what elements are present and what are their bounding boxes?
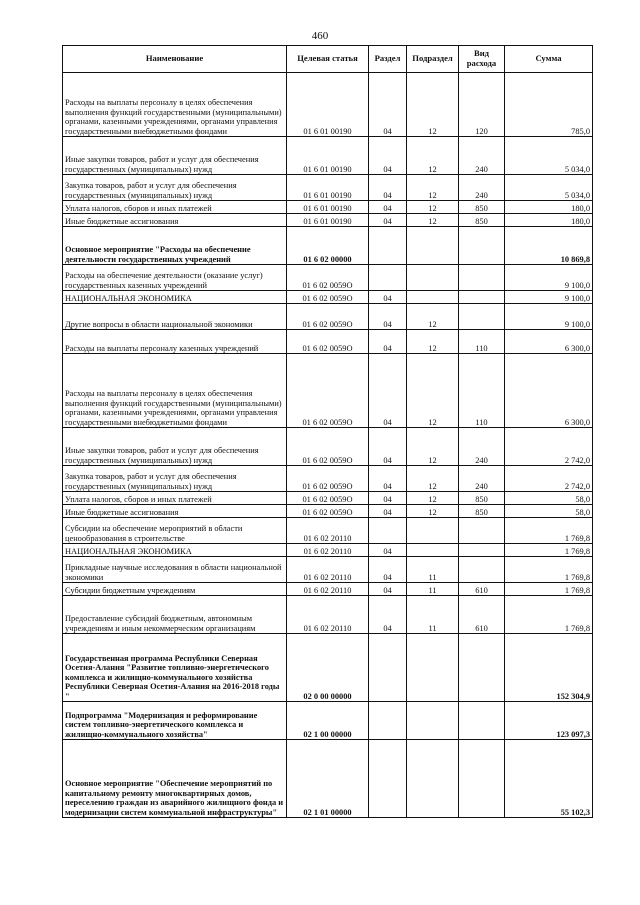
row-name: НАЦИОНАЛЬНАЯ ЭКОНОМИКА — [63, 544, 287, 557]
row-amount: 9 100,0 — [505, 265, 593, 291]
row-subsection: 12 — [407, 137, 459, 175]
row-target-code: 01 6 01 00190 — [287, 201, 369, 214]
row-expense-type: 240 — [459, 175, 505, 201]
table-row — [63, 354, 593, 428]
row-section: 04 — [369, 544, 407, 557]
row-expense-type — [459, 227, 505, 265]
table-row — [63, 557, 593, 583]
row-amount: 123 097,3 — [505, 702, 593, 740]
row-subsection — [407, 702, 459, 740]
row-target-code: 01 6 01 00190 — [287, 175, 369, 201]
row-amount: 58,0 — [505, 492, 593, 505]
row-amount: 180,0 — [505, 214, 593, 227]
table-row — [63, 175, 593, 201]
row-name: Иные бюджетные ассигнования — [63, 214, 287, 227]
row-target-code: 01 6 02 0059О — [287, 291, 369, 304]
row-expense-type — [459, 544, 505, 557]
row-target-code: 01 6 02 0059О — [287, 265, 369, 291]
row-amount: 1 769,8 — [505, 544, 593, 557]
row-target-code: 01 6 01 00190 — [287, 214, 369, 227]
row-expense-type: 610 — [459, 596, 505, 634]
header-code: Целевая статья — [287, 46, 369, 73]
row-section: 04 — [369, 596, 407, 634]
row-name: Иные бюджетные ассигнования — [63, 505, 287, 518]
row-target-code: 01 6 02 0059О — [287, 330, 369, 354]
row-subsection: 12 — [407, 201, 459, 214]
row-section — [369, 634, 407, 702]
table-row — [63, 214, 593, 227]
row-section — [369, 227, 407, 265]
row-subsection — [407, 518, 459, 544]
row-amount: 1 769,8 — [505, 596, 593, 634]
row-section: 04 — [369, 505, 407, 518]
row-expense-type: 120 — [459, 73, 505, 137]
row-amount: 5 034,0 — [505, 137, 593, 175]
row-name: Закупка товаров, работ и услуг для обеспечения государственных (муниципальных) нужд — [63, 175, 287, 201]
row-section: 04 — [369, 291, 407, 304]
row-amount: 1 769,8 — [505, 583, 593, 596]
row-amount: 58,0 — [505, 505, 593, 518]
row-target-code: 01 6 02 0059О — [287, 304, 369, 330]
row-name: Расходы на выплаты персоналу казенных учреждений — [63, 330, 287, 354]
row-section: 04 — [369, 304, 407, 330]
row-subsection: 12 — [407, 175, 459, 201]
row-amount: 9 100,0 — [505, 291, 593, 304]
header-expense-type: Вид расхода — [459, 46, 505, 73]
row-subsection: 12 — [407, 428, 459, 466]
row-name: НАЦИОНАЛЬНАЯ ЭКОНОМИКА — [63, 291, 287, 304]
row-name: Уплата налогов, сборов и иных платежей — [63, 201, 287, 214]
row-expense-type: 850 — [459, 214, 505, 227]
row-expense-type — [459, 265, 505, 291]
row-name: Другие вопросы в области национальной экономики — [63, 304, 287, 330]
row-subsection: 11 — [407, 596, 459, 634]
row-subsection: 12 — [407, 466, 459, 492]
row-expense-type: 850 — [459, 201, 505, 214]
row-name: Предоставление субсидий бюджетным, автономным учреждениям и иным некоммерческим организациям — [63, 596, 287, 634]
row-amount: 1 769,8 — [505, 518, 593, 544]
row-section: 04 — [369, 428, 407, 466]
row-subsection: 12 — [407, 214, 459, 227]
table-row — [63, 201, 593, 214]
table-row — [63, 740, 593, 818]
row-section: 04 — [369, 354, 407, 428]
row-subsection: 11 — [407, 557, 459, 583]
table-row — [63, 291, 593, 304]
row-expense-type — [459, 518, 505, 544]
row-section: 04 — [369, 175, 407, 201]
table-row — [63, 492, 593, 505]
row-name: Уплата налогов, сборов и иных платежей — [63, 492, 287, 505]
row-subsection: 12 — [407, 505, 459, 518]
row-subsection: 12 — [407, 354, 459, 428]
table-row — [63, 505, 593, 518]
row-amount: 2 742,0 — [505, 428, 593, 466]
budget-table — [62, 45, 593, 818]
row-subsection — [407, 634, 459, 702]
row-target-code: 01 6 02 0059О — [287, 505, 369, 518]
row-name: Прикладные научные исследования в области национальной экономики — [63, 557, 287, 583]
row-amount: 10 869,8 — [505, 227, 593, 265]
row-section: 04 — [369, 214, 407, 227]
row-section: 04 — [369, 73, 407, 137]
row-name: Иные закупки товаров, работ и услуг для обеспечения государственных (муниципальных) нужд — [63, 428, 287, 466]
row-amount: 152 304,9 — [505, 634, 593, 702]
row-name: Иные закупки товаров, работ и услуг для обеспечения государственных (муниципальных) нужд — [63, 137, 287, 175]
row-target-code: 01 6 02 0059О — [287, 354, 369, 428]
row-expense-type — [459, 557, 505, 583]
row-target-code: 01 6 02 0059О — [287, 466, 369, 492]
table-row — [63, 137, 593, 175]
row-section: 04 — [369, 466, 407, 492]
table-row — [63, 596, 593, 634]
row-target-code: 01 6 01 00190 — [287, 73, 369, 137]
table-row — [63, 544, 593, 557]
row-name: Расходы на выплаты персоналу в целях обеспечения выполнения функций государственными (муниципальными) органами, казенными учреждениями, органами управления государственными внебюджетными фондами — [63, 354, 287, 428]
row-amount: 55 102,3 — [505, 740, 593, 818]
row-expense-type: 610 — [459, 583, 505, 596]
row-expense-type — [459, 304, 505, 330]
row-name: Подпрограмма "Модернизация и реформирование систем топливно-энергетического комплекса и жилищно-коммунального хозяйства" — [63, 702, 287, 740]
table-row — [63, 518, 593, 544]
row-subsection — [407, 291, 459, 304]
row-amount: 6 300,0 — [505, 330, 593, 354]
row-subsection — [407, 544, 459, 557]
table-row — [63, 227, 593, 265]
row-amount: 2 742,0 — [505, 466, 593, 492]
row-name: Субсидии на обеспечение мероприятий в области ценообразования в строительстве — [63, 518, 287, 544]
row-section — [369, 702, 407, 740]
row-expense-type: 110 — [459, 330, 505, 354]
row-name: Закупка товаров, работ и услуг для обеспечения государственных (муниципальных) нужд — [63, 466, 287, 492]
row-name: Основное мероприятие "Обеспечение мероприятий по капитальному ремонту многоквартирных домов, переселению граждан из аварийного жилищного фонда и модернизации систем коммунальной инфраструктуры" — [63, 740, 287, 818]
row-expense-type — [459, 740, 505, 818]
header-name: Наименование — [63, 46, 287, 73]
row-amount: 5 034,0 — [505, 175, 593, 201]
row-amount: 180,0 — [505, 201, 593, 214]
row-target-code: 01 6 02 0059О — [287, 492, 369, 505]
row-subsection — [407, 740, 459, 818]
row-target-code: 02 0 00 00000 — [287, 634, 369, 702]
row-section — [369, 518, 407, 544]
row-expense-type: 240 — [459, 428, 505, 466]
table-row — [63, 304, 593, 330]
header-subsection: Подраздел — [407, 46, 459, 73]
row-name: Расходы на выплаты персоналу в целях обеспечения выполнения функций государственными (муниципальными) органами, казенными учреждениями, органами управления государственными внебюджетными фондами — [63, 73, 287, 137]
row-target-code: 02 1 01 00000 — [287, 740, 369, 818]
table-row — [63, 466, 593, 492]
table-row — [63, 330, 593, 354]
table-row — [63, 428, 593, 466]
row-subsection — [407, 265, 459, 291]
row-subsection — [407, 227, 459, 265]
row-name: Основное мероприятие "Расходы на обеспечение деятельности государственных учреждений — [63, 227, 287, 265]
row-section: 04 — [369, 201, 407, 214]
row-name: Расходы на обеспечение деятельности (оказание услуг) государственных казенных учреждений — [63, 265, 287, 291]
row-expense-type — [459, 291, 505, 304]
row-expense-type — [459, 634, 505, 702]
row-expense-type — [459, 702, 505, 740]
row-subsection: 12 — [407, 330, 459, 354]
row-section: 04 — [369, 583, 407, 596]
header-amount: Сумма — [505, 46, 593, 73]
row-subsection: 12 — [407, 73, 459, 137]
row-subsection: 12 — [407, 492, 459, 505]
table-header-row — [63, 46, 593, 73]
row-section: 04 — [369, 330, 407, 354]
page-number: 460 — [311, 30, 329, 42]
header-section: Раздел — [369, 46, 407, 73]
row-expense-type: 240 — [459, 466, 505, 492]
row-target-code: 01 6 02 20110 — [287, 518, 369, 544]
row-subsection: 12 — [407, 304, 459, 330]
row-target-code: 02 1 00 00000 — [287, 702, 369, 740]
row-target-code: 01 6 02 20110 — [287, 583, 369, 596]
table-row — [63, 634, 593, 702]
row-target-code: 01 6 02 0059О — [287, 428, 369, 466]
row-amount: 785,0 — [505, 73, 593, 137]
row-section: 04 — [369, 137, 407, 175]
row-section: 04 — [369, 492, 407, 505]
row-section — [369, 740, 407, 818]
row-expense-type: 240 — [459, 137, 505, 175]
row-section — [369, 265, 407, 291]
table-row — [63, 265, 593, 291]
row-expense-type: 110 — [459, 354, 505, 428]
table-row — [63, 583, 593, 596]
table-row — [63, 702, 593, 740]
row-expense-type: 850 — [459, 505, 505, 518]
row-expense-type: 850 — [459, 492, 505, 505]
table-row — [63, 73, 593, 137]
row-name: Государственная программа Республики Северная Осетия-Алания "Развитие топливно-энергетического комплекса и жилищно-коммунального хозяйства Республики Северная Осетия-Алания на 2016-2018 годы " — [63, 634, 287, 702]
row-amount: 6 300,0 — [505, 354, 593, 428]
row-subsection: 11 — [407, 583, 459, 596]
row-target-code: 01 6 02 20110 — [287, 557, 369, 583]
row-section: 04 — [369, 557, 407, 583]
row-target-code: 01 6 02 20110 — [287, 544, 369, 557]
row-name: Субсидии бюджетным учреждениям — [63, 583, 287, 596]
row-amount: 1 769,8 — [505, 557, 593, 583]
row-target-code: 01 6 02 00000 — [287, 227, 369, 265]
row-target-code: 01 6 02 20110 — [287, 596, 369, 634]
row-amount: 9 100,0 — [505, 304, 593, 330]
row-target-code: 01 6 01 00190 — [287, 137, 369, 175]
